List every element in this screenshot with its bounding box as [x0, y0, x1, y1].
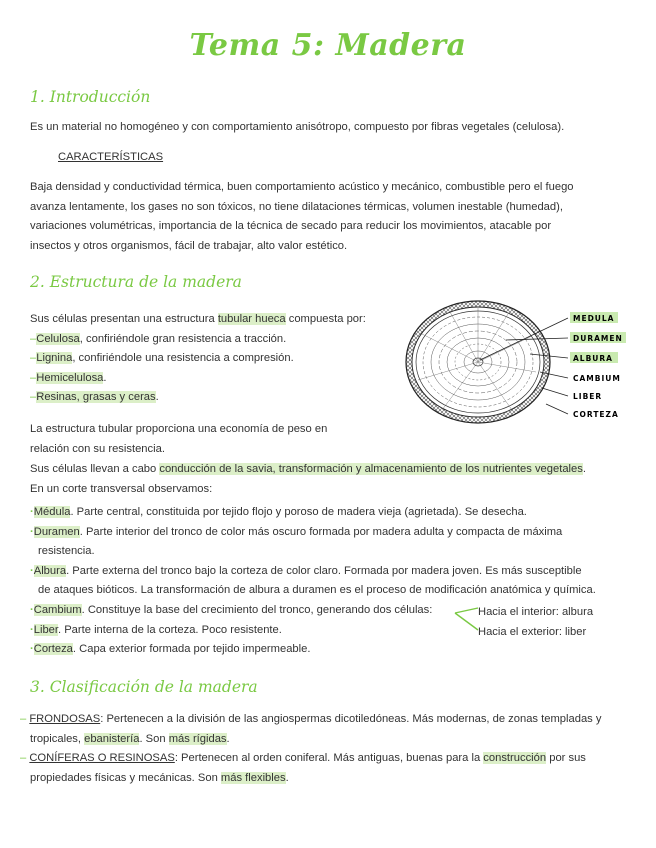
classification-continuation: tropicales, ebanistería. Son más rígidas. [30, 732, 230, 745]
part-continuation: resistencia. [38, 545, 95, 558]
label-corteza: CORTEZA [573, 410, 619, 419]
cells-function: Sus células llevan a cabo conducción de la savia, transformación y almacenamiento de los nutrientes vegetales. [30, 463, 586, 475]
characteristics-line: avanza lentamente, los gases no son tóxicos, no tiene dilataciones térmicas, volumen inestable (humedad), [30, 200, 563, 213]
part-item: ·Médula. Parte central, constituida por tejido flojo y poroso de madera vieja (agrietada). Se desecha. [30, 506, 527, 518]
component-item: –Resinas, grasas y ceras. [30, 391, 159, 404]
cambium-branch-interior: Hacia el interior: albura [478, 606, 594, 618]
structure-intro: Sus células presentan una estructura tubular hueca compuesta por: [30, 313, 366, 325]
cut-line: En un corte transversal observamos: [30, 482, 213, 495]
component-item: –Lignina, confiriéndole una resistencia a compresión. [30, 352, 294, 365]
component-item: –Celulosa, confiriéndole gran resistencia a tracción. [30, 332, 287, 345]
economy-line: relación con su resistencia. [30, 442, 165, 455]
characteristics-line: insectos y otros organismos, fácil de trabajar, alto valor estético. [30, 239, 348, 252]
intro-paragraph: Es un material no homogéneo y con comportamiento anisótropo, compuesto por fibras vegetales (celulosa). [30, 121, 565, 133]
part-item: ·Cambium. Constituye la base del crecimiento del tronco, generando dos células: [30, 603, 433, 616]
page-title: Tema 5: Madera [189, 28, 467, 63]
cambium-branch-exterior: Hacia el exterior: liber [478, 626, 587, 638]
heading-estructura: 2. Estructura de la madera [30, 273, 242, 291]
label-cambium: CAMBIUM [573, 374, 621, 383]
economy-text [30, 420, 327, 459]
classification-continuation: propiedades físicas y mecánicas. Son más flexibles. [30, 771, 289, 784]
cells-text [30, 460, 586, 499]
classification-item-coniferas: – CONÍFERAS O RESINOSAS: Pertenecen al orden coniferal. Más antiguas, buenas para la construcción por sus [20, 752, 586, 765]
structure-components [30, 310, 366, 408]
label-medula: MEDULA [573, 314, 615, 323]
part-item: ·Corteza. Capa exterior formada por tejido impermeable. [30, 643, 311, 656]
cambium-branch-arrows [454, 602, 480, 636]
classification-list [20, 710, 601, 788]
label-liber: LIBER [573, 392, 603, 401]
part-item: ·Duramen. Parte interior del tronco de color más oscuro formada por madera adulta y compacta de máxima [30, 525, 563, 538]
economy-line: La estructura tubular proporciona una economía de peso en [30, 423, 328, 435]
heading-introduccion: 1. Introducción [30, 88, 151, 106]
characteristics-text [30, 178, 574, 256]
part-item: ·Albura. Parte externa del tronco bajo la corteza de color claro. Formada por madera joven. Es más susceptible [30, 564, 582, 577]
label-albura: ALBURA [573, 354, 613, 363]
part-continuation: de ataques bióticos. La transformación de albura a duramen es el proceso de modificación anatómica y química. [38, 584, 596, 597]
characteristics-label: CARACTERÍSTICAS [58, 151, 164, 163]
label-duramen: DURAMEN [573, 334, 623, 343]
classification-item-frondosas: – FRONDOSAS: Pertenecen a la división de las angiospermas dicotiledóneas. Más modernas, de zonas templadas y [20, 713, 602, 725]
trunk-cross-section-diagram [402, 296, 638, 432]
component-item: –Hemicelulosa. [30, 371, 107, 384]
part-item: ·Liber. Parte interna de la corteza. Poco resistente. [30, 623, 282, 636]
characteristics-line: variaciones volumétricas, importancia de la técnica de secado para reducir los movimientos, atacable por [30, 220, 552, 233]
heading-clasificacion: 3. Clasificación de la madera [30, 678, 258, 696]
characteristics-line: Baja densidad y conductividad térmica, buen comportamiento acústico y mecánico, combustible pero el fuego [30, 181, 574, 193]
